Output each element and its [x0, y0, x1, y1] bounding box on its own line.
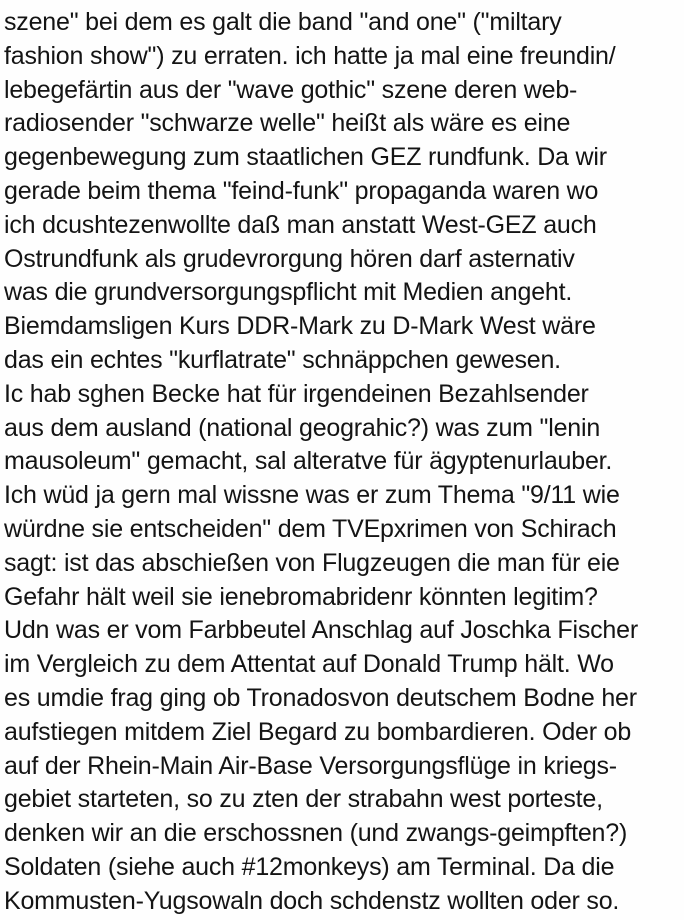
text-line: ich dcushtezenwollte daß man anstatt West-GEZ auch [4, 210, 597, 239]
text-line: gebiet starteten, so zu zten der strabahn west porteste, [4, 785, 603, 814]
text-line: Kommusten-Yugsowaln doch schdenstz wollten oder so. [4, 886, 620, 915]
text-line: aus dem ausland (national geograhic?) was zum "lenin [4, 413, 601, 442]
text-line: würdne sie entscheiden" dem TVEpxrimen von Schirach [4, 514, 617, 543]
text-line: denken wir an die erschossnen (und zwangs-geimpften?) [4, 819, 628, 848]
text-line: Ic hab sghen Becke hat für irgendeinen Bezahlsender [4, 379, 589, 408]
text-line: aufstiegen mitdem Ziel Begard zu bombardieren. Oder ob [4, 717, 632, 746]
text-line: mausoleum" gemacht, sal alteratve für ägyptenurlauber. [4, 447, 613, 476]
text-line: Soldaten (siehe auch #12monkeys) am Terminal. Da die [4, 852, 615, 881]
document-text [4, 6, 682, 919]
text-line: szene" bei dem es galt die band "and one" ("miltary [4, 8, 562, 36]
text-line: es umdie frag ging ob Tronadosvon deutschem Bodne her [4, 683, 637, 712]
text-line: auf der Rhein-Main Air-Base Versorgungsflüge in kriegs- [4, 751, 617, 780]
text-line: im Vergleich zu dem Attentat auf Donald Trump hält. Wo [4, 650, 614, 679]
text-line: das ein echtes "kurflatrate" schnäppchen gewesen. [4, 345, 561, 374]
text-line: gerade beim thema "feind-funk" propaganda waren wo [4, 176, 599, 205]
text-line: Gefahr hält weil sie ienebromabridenr könnten legitim? [4, 582, 598, 611]
text-line: radiosender "schwarze welle" heißt als wäre es eine [4, 109, 571, 138]
text-line: Ostrundfunk als grudevrorgung hören darf asternativ [4, 244, 575, 273]
text-line: Ich wüd ja gern mal wissne was er zum Thema "9/11 wie [4, 481, 620, 510]
text-line: Biemdamsligen Kurs DDR-Mark zu D-Mark West wäre [4, 312, 596, 341]
text-line: sagt: ist das abschießen von Flugzeugen die man für eie [4, 548, 620, 577]
text-line: fashion show") zu erraten. ich hatte ja mal eine freundin/ [4, 41, 616, 70]
text-line: lebegefärtin aus der "wave gothic" szene deren web- [4, 75, 578, 104]
text-line: Udn was er vom Farbbeutel Anschlag auf Joschka Fischer [4, 616, 638, 645]
text-line: gegenbewegung zum staatlichen GEZ rundfunk. Da wir [4, 143, 607, 172]
text-line: was die grundversorgungspflicht mit Medien angeht. [4, 278, 573, 307]
